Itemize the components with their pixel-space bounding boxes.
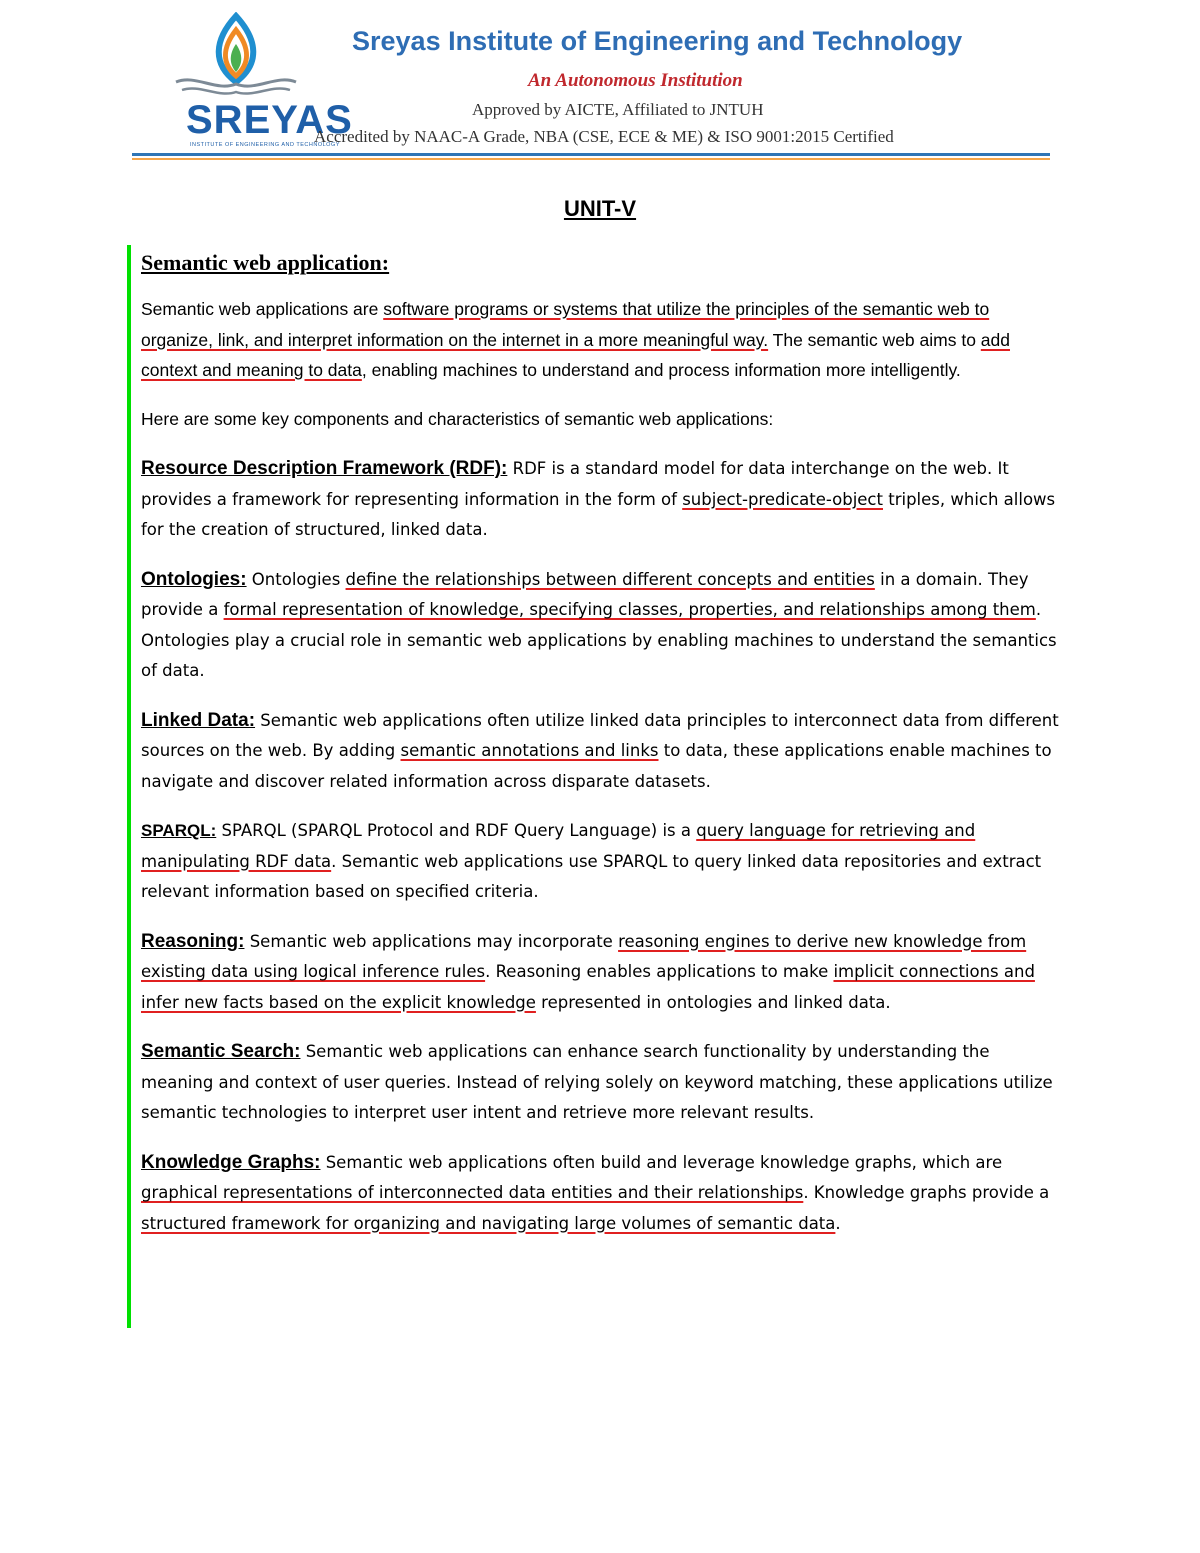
annotated-text: add context and meaning to data [141, 329, 1010, 380]
item-semantic-search [141, 1037, 1061, 1129]
term-heading: SPARQL: [141, 821, 217, 840]
text-run: Semantic web applications often utilize linked data principles to interconnect data from different sources on the web. By adding [141, 710, 1059, 760]
text-run: in a domain. They provide a [141, 569, 1029, 619]
item-knowledge-graphs [141, 1148, 1061, 1240]
annotated-text: graphical representations of interconnected data entities and their relationships [141, 1183, 804, 1202]
text-run: SPARQL (SPARQL Protocol and RDF Query Language) is a [216, 821, 697, 840]
margin-highlight-bar [127, 245, 131, 1328]
approval-line: Approved by AICTE, Affiliated to JNTUH [472, 100, 764, 119]
text-run: Semantic web applications are [141, 299, 384, 319]
annotated-text: query language for retrieving and manipulating RDF data [141, 821, 976, 871]
logo-wordmark: SREYAS [186, 98, 353, 142]
text-run: . Reasoning enables applications to make [485, 962, 834, 981]
item-sparql [141, 816, 1061, 908]
text-run: . [835, 1213, 841, 1233]
item-reasoning [141, 927, 1061, 1019]
lead-in-paragraph: Here are some key components and characteristics of semantic web applications: [141, 408, 774, 429]
flame-emblem-icon [156, 12, 316, 102]
text-run: Semantic web applications may incorporate [244, 931, 619, 951]
text-run: . Knowledge graphs provide a [803, 1183, 1050, 1202]
annotated-text: define the relationships between different concepts and entities [345, 569, 875, 589]
annotated-text: structured framework for organizing and navigating large volumes of semantic data [141, 1213, 836, 1233]
annotated-text: software programs or systems that utilize the principles of the semantic web to organize, link, and interpret information on the internet in a more meaningful way. [141, 299, 990, 350]
text-run: Ontologies [246, 569, 346, 589]
letterhead [132, 8, 1050, 168]
text-run: represented in ontologies and linked data. [535, 992, 891, 1012]
annotated-text: subject-predicate-object [682, 489, 883, 509]
text-run: to data, these applications enable machines to navigate and discover related information across disparate datasets. [141, 741, 1052, 791]
term-heading: Reasoning: [141, 930, 245, 952]
header-rule-orange [132, 158, 1050, 160]
intro-paragraph [141, 294, 1061, 386]
document-body [141, 250, 1061, 1258]
header-rule-blue [132, 153, 1050, 156]
text-run: The semantic web aims to [768, 329, 981, 350]
accreditation-line: Accredited by NAAC-A Grade, NBA (CSE, ECE & ME) & ISO 9001:2015 Certified [314, 127, 894, 146]
item-ontologies [141, 565, 1061, 687]
text-run: . Ontologies play a crucial role in semantic web applications by enabling machines to understand the semantics of data. [141, 600, 1057, 680]
item-linked-data [141, 706, 1061, 798]
section-heading: Semantic web application: [141, 250, 390, 275]
annotated-text: formal representation of knowledge, specifying classes, properties, and relationships among them [223, 600, 1036, 619]
term-heading: Semantic Search: [141, 1041, 301, 1062]
term-heading: Knowledge Graphs: [141, 1151, 321, 1173]
annotated-text: reasoning engines to derive new knowledge from existing data using logical inference rules [141, 931, 1027, 981]
annotated-text: implicit connections and infer new facts based on the explicit knowledge [141, 962, 1035, 1012]
text-run: . Semantic web applications use SPARQL to query linked data repositories and extract relevant information based on specified criteria. [141, 851, 1042, 901]
item-rdf [141, 454, 1061, 546]
institution-name: Sreyas Institute of Engineering and Technology [352, 26, 963, 56]
text-run: triples, which allows for the creation of structured, linked data. [141, 489, 1056, 539]
autonomous-tagline: An Autonomous Institution [528, 70, 743, 91]
term-heading: Linked Data: [141, 709, 256, 731]
text-run: RDF is a standard model for data interchange on the web. It provides a framework for representing information in the form of [141, 459, 1009, 509]
term-heading: Resource Description Framework (RDF): [141, 458, 508, 479]
logo-subtext: INSTITUTE OF ENGINEERING AND TECHNOLOGY [190, 142, 340, 148]
term-heading: Ontologies: [141, 568, 247, 590]
annotated-text: semantic annotations and links [400, 741, 659, 760]
text-run: Semantic web applications can enhance search functionality by understanding the meaning and context of user queries. Instead of relying solely on keyword matching, these applications utilize semantic technologies to interpret user intent and retrieve more relevant results. [141, 1042, 1053, 1122]
institute-logo [156, 12, 353, 152]
text-run: , enabling machines to understand and process information more intelligently. [361, 360, 961, 380]
unit-title: UNIT-V [563, 196, 637, 221]
text-run: Semantic web applications often build and leverage knowledge graphs, which are [320, 1152, 1003, 1172]
